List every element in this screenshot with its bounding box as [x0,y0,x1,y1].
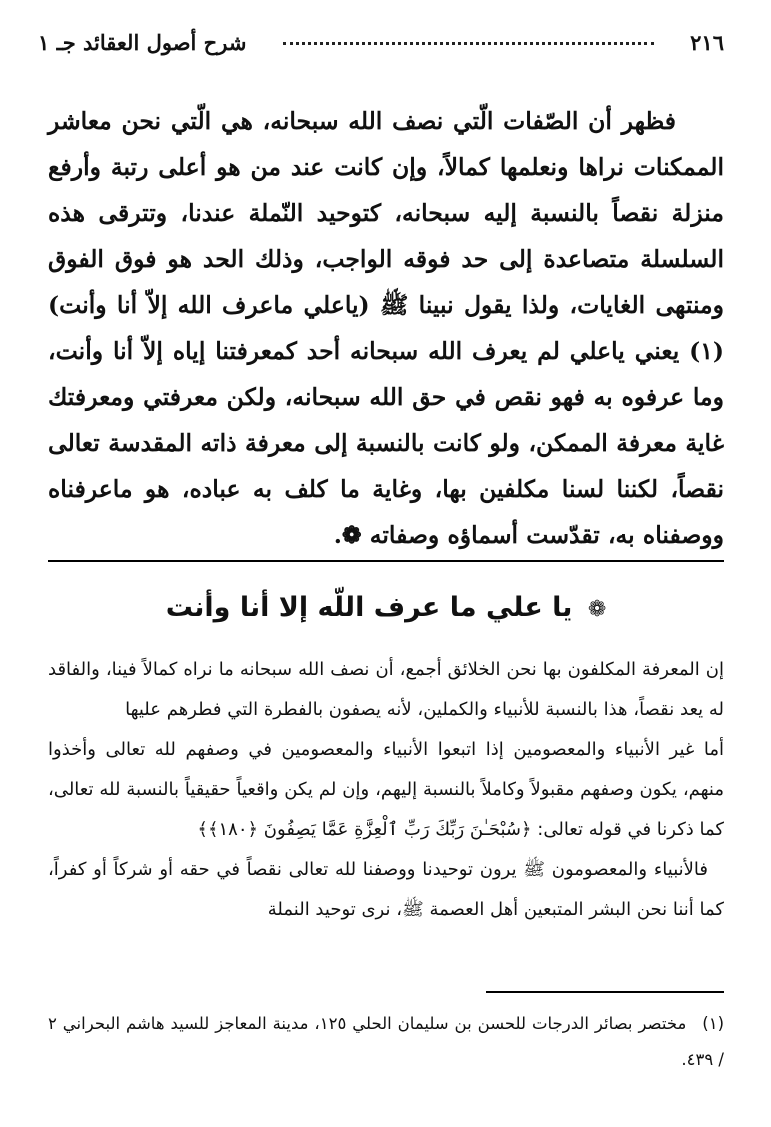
footnotes [48,1006,724,1078]
main-body [48,98,724,558]
header-leader-dots [283,42,654,45]
page-number: ٢١٦ [690,30,724,55]
footnote-number: (١) [702,1014,725,1033]
main-paragraph: فظهر أن الصّفات الّتي نصف الله سبحانه، هي الّتي نحن معاشر الممكنات نراها ونعلمها كمالاً، وإن كانت عند من هو أعلى رتبة وأرفع منزلة نقصاً بالنسبة إليه سبحانه، كتوحيد النّملة عندنا، وتترقى هذه السلسلة متصاعدة إلى حد فوقه الواجب، وذلك الحد هو فوق الفوق ومنتهى الغايات، ولذا يقول نبينا ﷺ (ياعلي ماعرف الله إلاّ أنا وأنت)(١) يعني ياعلي لم يعرف الله سبحانه أحد كمعرفتنا إياه إلاّ أنا وأنت، وما عرفوه به فهو نقص في حق الله سبحانه، ولكن معرفتي ومعرفتك غاية معرفة الممكن، ولو كانت بالنسبة إلى معرفة ذاته المقدسة تعالى نقصاً، لكننا لسنا مكلفين بها، وغاية ما كلف به عباده، هو ماعرفناه ووصفناه به، تقدّست أسماؤه وصفاته ❁. [48,107,724,549]
quran-verse: ﴿سُبْحَـٰنَ رَبِّكَ رَبِّ ٱلْعِزَّةِ عَمَّا يَصِفُونَ ﴿١٨٠﴾﴾ [197,819,532,840]
running-title: شرح أصول العقائد جـ ١ [38,30,247,55]
footnote-text: مختصر بصائر الدرجات للحسن بن سليمان الحلي ١٢٥، مدينة المعاجز للسيد هاشم البحراني ٢ / ٤٣٩. [48,1014,724,1069]
section-heading-text: يا علي ما عرف اللّه إلا أنا وأنت [165,592,573,623]
section-paragraph: إن المعرفة المكلفون بها نحن الخلائق أجمع، أن نصف الله سبحانه ما نراه كمالاً فينا، والفاقد له يعد نقصاً، هذا بالنسبة للأنبياء والكملين، لأنه يصفون بالفطرة التي فطرهم عليها [48,659,724,720]
flower-ornament-icon: ❁ [587,597,607,622]
section-body [48,650,724,930]
section-paragraph [48,730,724,850]
section-paragraph-text: أما غير الأنبياء والمعصومين إذا اتبعوا الأنبياء والمعصومين في وصفهم لله تعالى وأخذوا منهم، يكون وصفهم مقبولاً وكاملاً بالنسبة إليهم، وإن لم يكن واقعياً حقيقياً بالنسبة لله تعالى، كما ذكرنا في قوله تعالى: [48,739,724,840]
section-paragraph: فالأنبياء والمعصومون ﷺ يرون توحيدنا ووصفنا لله تعالى نقصاً في حقه أو شركاً أو كفراً، كما أننا نحن البشر المتبعين أهل العصمة ﷺ، نرى توحيد النملة [48,859,724,920]
section-heading [48,592,724,623]
footnote-divider [486,991,724,993]
section-divider [48,560,724,562]
footnote-item [48,1006,724,1078]
running-header [38,30,724,60]
